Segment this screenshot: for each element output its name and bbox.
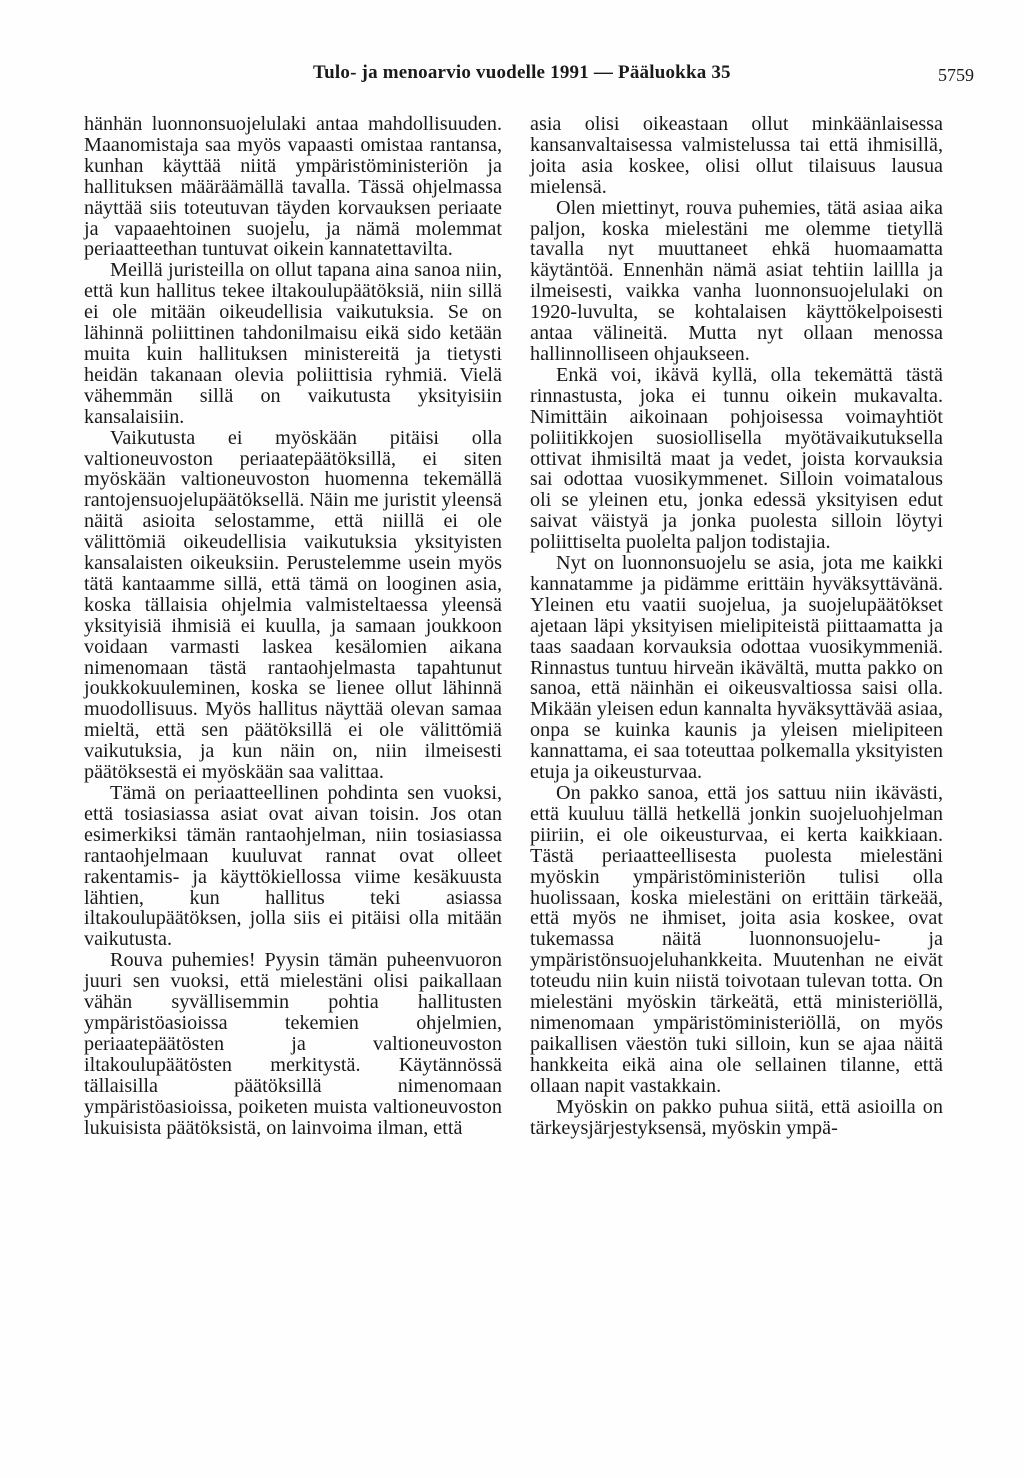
paragraph: Nyt on luonnonsuojelu se asia, jota me kaikki kannatamme ja pidämme erittäin hyväksyttävänä. Yleinen etu vaatii suojelua, ja suojelupäätökset ajetaan läpi yksityisen mielipiteistä piittaamatta ja taas saadaan korvauksia odottaa vuosikymmeniä. Rinnastus tuntuu hirveän ikävältä, mutta pakko on sanoa, että näinhän ei oikeusvaltiossa saisi olla. Mikään yleisen edun kannalta hyväksyttävää asiaa, onpa se kuinka kaunis ja yleisen mielipiteen kannattama, ei saa toteuttaa polkemalla yksityisten etuja ja oikeusturvaa.	[530, 552, 943, 784]
page-header	[0, 62, 1024, 92]
running-title: Tulo- ja menoarvio vuodelle 1991 — Pääluokka 35	[313, 62, 731, 83]
paragraph: asia olisi oikeastaan ollut minkäänlaisessa kansanvaltaisessa valmistelussa tai että ihmisillä, joita asia koskee, olisi ollut tilaisuus lausua mielensä.	[530, 113, 943, 198]
paragraph: Rouva puhemies! Pyysin tämän puheenvuoron juuri sen vuoksi, että mielestäni olisi paikallaan vähän syvällisemmin pohtia hallitusten ympäristöasioissa tekemien ohjelmien, periaatepäätösten ja valtioneuvoston iltakoulupäätösten merkitystä. Käytännössä tällaisilla päätöksillä nimenomaan ympäristöasioissa, poiketen muista valtioneuvoston lukuisista päätöksistä, on lainvoima ilman, että	[84, 949, 502, 1139]
paragraph: Olen miettinyt, rouva puhemies, tätä asiaa aika paljon, koska mielestäni me olemme tietyllä tavalla nyt muuttaneet ehkä huomaamatta käytäntöä. Ennenhän nämä asiat tehtiin laillla ja ilmeisesti, vaikka vanha luonnonsuojelulaki on 1920-luvulta, se kohtalaisen käyttökelpoisesti antaa välineitä. Mutta nyt ollaan menossa hallinnolliseen ohjaukseen.	[530, 196, 943, 365]
paragraph: Vaikutusta ei myöskään pitäisi olla valtioneuvoston periaatepäätöksillä, ei siten myöskään valtioneuvoston huomenna tekemällä rantojensuojelupäätöksellä. Näin me juristit yleensä näitä asioita selostamme, että niillä ei ole välittömiä oikeudellisia vaikutuksia yksityisten kansalaisten oikeuksiin. Perustelemme usein myös tätä kantaamme sillä, että tämä on looginen asia, koska tällaisia ohjelmia valmisteltaessa yleensä yksityisiä ihmisiä ei kuulla, ja samaan joukkoon voidaan varmasti laskea kesälomien aikana nimenomaan tästä rantaohjelmasta tapahtunut joukkokuuleminen, koska se lienee ollut lähinnä muodollisuus. Myös hallitus näyttää olevan samaa mieltä, että sen päätöksillä ei ole välittömiä vaikutuksia, ja kun näin on, niin ilmeisesti päätöksestä ei myöskään saa valittaa.	[84, 426, 502, 784]
paragraph: Tämä on periaatteellinen pohdinta sen vuoksi, että tosiasiassa asiat ovat aivan toisin. Jos otan esimerkiksi tämän rantaohjelman, niin tosiasiassa rantaohjelmaan kuuluvat rannat ovat olleet rakentamis- ja käyttökiellossa viime kesäkuusta lähtien, kun hallitus teki asiassa iltakoulupäätöksen, jolla siis ei pitäisi olla mitään vaikutusta.	[84, 782, 502, 951]
left-column	[84, 114, 502, 1138]
paragraph: Meillä juristeilla on ollut tapana aina sanoa niin, että kun hallitus tekee iltakoulupäätöksiä, niin sillä ei ole mitään oikeudellisia vaikutuksia. Se on lähinnä poliittinen tahdonilmaisu eikä sido ketään muita kuin hallituksen ministereitä ja tietysti heidän takanaan olevia poliittisia ryhmiä. Vielä vähemmän sillä on vaikutusta yksityisiin kansalaisiin.	[84, 259, 502, 428]
paragraph: Myöskin on pakko puhua siitä, että asioilla on tärkeysjärjestyksensä, myöskin ympä-	[530, 1095, 943, 1139]
page-number: 5759	[938, 65, 974, 85]
paragraph: Enkä voi, ikävä kyllä, olla tekemättä tästä rinnastusta, joka ei tunnu oikein mukavalta. Nimittäin aikoinaan pohjoisessa voimayhtiöt poliitikkojen suosiollisella myötävaikutuksella ottivat ihmisiltä maat ja vedet, joista korvauksia sai odottaa vuosikymmenet. Silloin voimatalous oli se yleinen etu, jonka edessä yksityisen edut saivat väistyä ja jonka puolesta silloin löytyi poliittiselta puolelta paljon todistajia.	[530, 363, 943, 554]
paragraph: On pakko sanoa, että jos sattuu niin ikävästi, että kuuluu tällä hetkellä jonkin suojeluohjelman piiriin, ei ole oikeusturvaa, ei kerta kaikkiaan. Tästä periaatteellisesta puolesta mielestäni myöskin ympäristöministeriön tulisi olla huolissaan, koska mielestäni on erittäin tärkeää, että myös ne ihmiset, joita asia koskee, ovat tukemassa näitä luonnonsuojelu- ja ympäristönsuojeluhankkeita. Muutenhan ne eivät toteudu niin kuin niistä toivotaan tulevan totta. On mielestäni myöskin tärkeätä, että ministeriöllä, nimenomaan ympäristöministeriöllä, on myös paikallisen väestön tuki silloin, kun se ajaa näitä hankkeita eikä aina ole sellainen tilanne, että ollaan napit vastakkain.	[530, 782, 943, 1097]
paragraph: hänhän luonnonsuojelulaki antaa mahdollisuuden. Maanomistaja saa myös vapaasti omistaa rantansa, kunhan käyttää niitä ympäristöministeriön ja hallituksen määräämällä tavalla. Tässä ohjelmassa näyttää siis toteutuvan täyden korvauksen periaate ja vapaaehtoinen suojelu, ja nämä molemmat periaatteethan tuntuvat oikein kannatettavilta.	[84, 113, 502, 261]
right-column	[530, 114, 943, 1138]
